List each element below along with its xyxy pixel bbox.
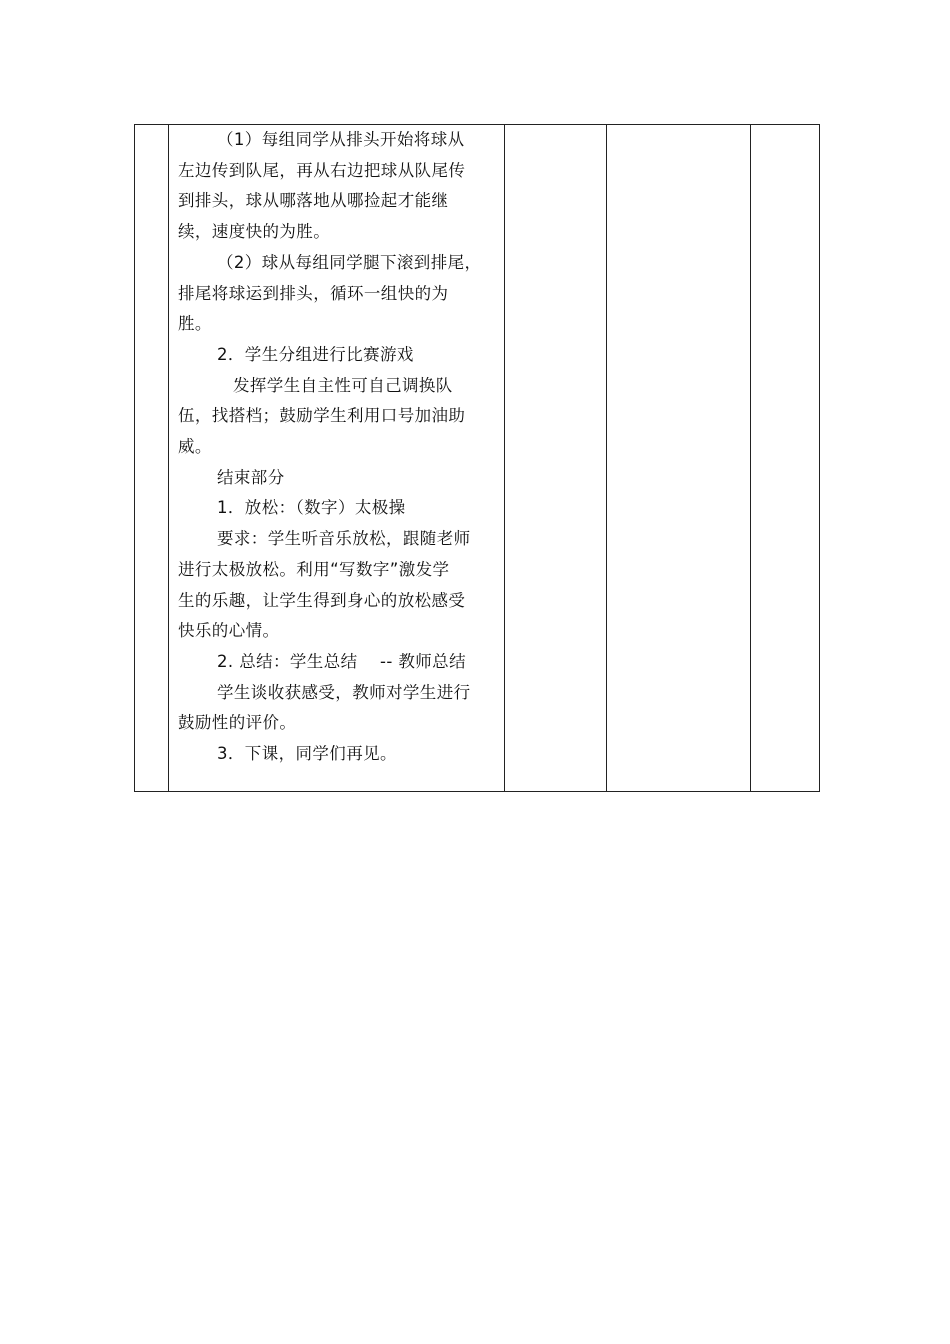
text-line: 进行太极放松。利用“写数字”激发学: [178, 559, 450, 579]
text-line: 快乐的心情。: [178, 621, 280, 641]
text-line: 学生谈收获感受，教师对学生进行: [217, 682, 471, 702]
text-line: 2．学生分组进行比赛游戏: [217, 344, 414, 364]
text-line: 胜。: [178, 314, 212, 334]
text-line: （1）每组同学从排头开始将球从: [217, 130, 465, 149]
text-line: 伍，找搭档；鼓励学生利用口号加油助: [178, 406, 466, 426]
text-line: 发挥学生自主性可自己调换队: [233, 375, 453, 395]
text-line: 鼓励性的评价。: [178, 713, 297, 733]
text-line: 左边传到队尾，再从右边把球从队尾传: [178, 160, 466, 180]
text-line: 威。: [178, 437, 212, 457]
section-heading: 结束部分: [217, 467, 285, 487]
text-line: 要求：学生听音乐放松，跟随老师: [217, 529, 471, 549]
empty-cell: [607, 125, 751, 792]
activity-content: [169, 125, 504, 770]
lesson-plan-table: [134, 124, 820, 792]
text-line: 3．下课，同学们再见。: [217, 744, 397, 764]
text-line: 续，速度快的为胜。: [178, 222, 331, 242]
text-line: 2. 总结：学生总结 -- 教师总结: [217, 651, 466, 671]
text-line: 到排头，球从哪落地从哪捡起才能继: [178, 191, 449, 211]
text-line: 1．放松：（数字）太极操: [217, 498, 406, 518]
empty-cell: [751, 125, 820, 792]
text-line: （2）球从每组同学腿下滚到排尾，: [217, 252, 482, 272]
empty-cell: [505, 125, 607, 792]
table-row: [135, 125, 820, 792]
text-line: 排尾将球运到排头，循环一组快的为: [178, 283, 449, 303]
section-cell: [135, 125, 169, 792]
text-line: 生的乐趣，让学生得到身心的放松感受: [178, 590, 466, 610]
content-cell: [169, 125, 505, 792]
